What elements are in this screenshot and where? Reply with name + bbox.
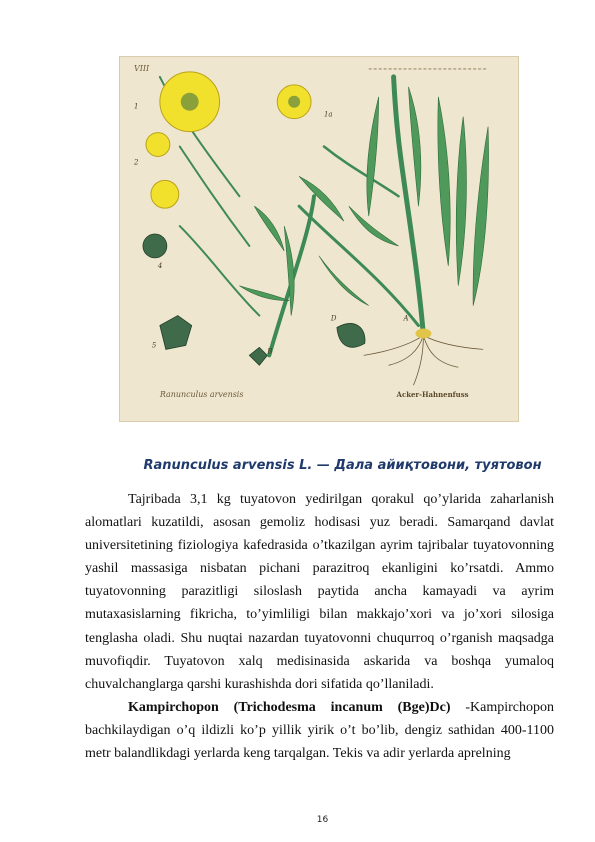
paragraph-1-text: Tajribada 3,1 kg tuyatovon yedirilgan qorakul qo’ylarida zaharlanish alomatlari kuzatildi, asosan gemoliz hodisasi yuz beradi. Samarqand davlat universitetining fiziologiya kafedrasida o’tkazilgan ayrim tajribalar tuyatovonning yashil massasiga nisbatan pichani parazitroq ekanligini ko’rsatdi. Ammo tuyatovonning parazitligi siloslash paytida ancha kamayadi va ayrim mutaxasislarning fikricha, to’yimliligi bilan makkajo’xori va jo’xori silosiga tenglasha oladi. Shu nuqtai nazardan tuyatovonni chuqurroq o’rganish maqsadga muvofiqdir. Tuyatovon xalq medisinasida askarida va boshqa yumaloq chuvalchanglarga qarshi kurashishda dori sifatida qo’llaniladi.	[85, 492, 554, 692]
part-label-2: 2	[134, 158, 139, 167]
part-label-a: A	[403, 314, 409, 323]
part-label-4: 4	[157, 261, 163, 270]
plate-footer-title: Ranunculus arvensis	[159, 390, 244, 400]
paragraph-2-text: -Kampirchopon bachkilaydigan o’q ildizli ko’p yillik yirik o’t bo’lib, dengiz sathidan 400-1100 metr balandlikdagi yerlarda keng tarqalgan. Tekis va adir yerlarda aprelning	[85, 699, 554, 762]
plate-footer-right: Acker-Hahnenfuss	[396, 390, 469, 400]
ranunculus-illustration	[120, 57, 518, 421]
plate-header-left: VIII	[134, 63, 150, 73]
paragraph-tuyatovon	[85, 488, 554, 696]
botanical-plate-illustration	[119, 56, 519, 422]
caption-local-name: Дала айиқтовони, туятовон	[334, 458, 542, 473]
caption-latin-name: Ranunculus arvensis L.	[143, 458, 313, 473]
body-text	[85, 488, 554, 765]
part-label-1a: 1a	[323, 110, 333, 119]
part-label-5: 5	[151, 341, 157, 350]
paragraph-kampirchopon	[85, 696, 554, 765]
page-number: 16	[316, 815, 329, 825]
figure-caption	[0, 458, 595, 473]
caption-dash: —	[316, 458, 330, 473]
part-label-1: 1	[134, 102, 139, 111]
part-label-b: B	[267, 347, 273, 356]
paragraph-2-lead: Kampirchopon (Trichodesma incanum (Bge)Dc)	[128, 699, 451, 715]
part-label-d: D	[330, 314, 337, 323]
